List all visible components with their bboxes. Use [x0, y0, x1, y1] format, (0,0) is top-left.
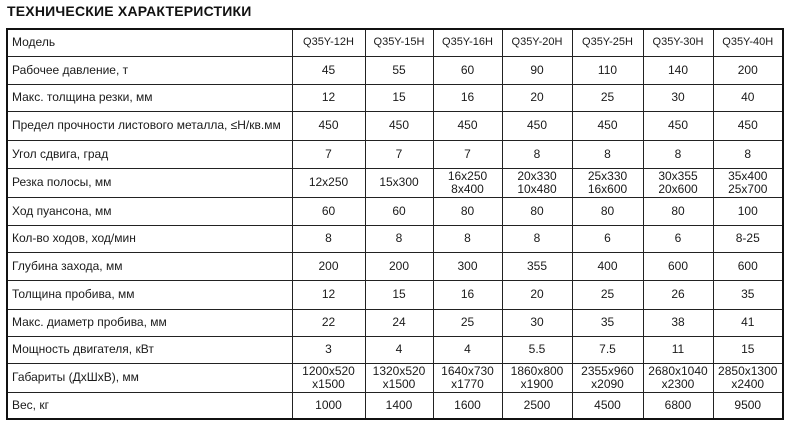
table-row: [7, 336, 783, 363]
value-line: 1600: [454, 397, 481, 412]
value-line: 2500: [523, 397, 551, 412]
value-cell: [502, 309, 572, 336]
value-cell: [433, 84, 502, 111]
value-line: 5.5: [528, 342, 546, 356]
value-cell: [433, 309, 502, 336]
row-label: Предел прочности листового металла, ≤Н/кв.мм: [7, 111, 292, 140]
value-cell: [572, 197, 643, 225]
value-line: 10x480: [517, 181, 557, 196]
value-cell: [502, 336, 572, 363]
value-line: 20: [530, 90, 544, 104]
value-line: 30: [671, 90, 685, 104]
value-cell: [433, 225, 502, 252]
value-cell: [502, 168, 572, 197]
value-cell: [643, 84, 713, 111]
value-cell: [365, 363, 433, 392]
value-line: 25: [460, 315, 475, 329]
model-header-cell: Q35Y-16H: [433, 29, 502, 56]
value-line: 1640x730: [441, 363, 494, 378]
value-line: 22: [321, 315, 336, 329]
header-label: Модель: [7, 29, 292, 56]
table-row: [7, 140, 783, 168]
value-line: 9500: [734, 397, 762, 412]
value-line: 26: [671, 287, 685, 301]
value-cell: [433, 363, 502, 392]
value-cell: [713, 111, 783, 140]
value-cell: [292, 111, 365, 140]
value-cell: [643, 309, 713, 336]
model-header-cell: Q35Y-30H: [643, 29, 713, 56]
value-line: 8: [325, 231, 332, 245]
value-cell: [572, 363, 643, 392]
value-line: 450: [526, 118, 548, 132]
value-cell: [365, 140, 433, 168]
value-line: 450: [457, 118, 478, 132]
value-line: 355: [526, 258, 548, 273]
value-line: 400: [597, 258, 618, 273]
value-line: x1500: [312, 376, 345, 391]
value-cell: [502, 84, 572, 111]
value-line: 6: [604, 231, 611, 245]
value-cell: [433, 111, 502, 140]
value-line: 450: [318, 118, 339, 132]
value-cell: [292, 252, 365, 280]
value-line: x1500: [382, 376, 416, 391]
value-cell: [365, 56, 433, 84]
value-cell: [713, 336, 783, 363]
value-line: 7.5: [599, 342, 616, 356]
table-row: [7, 392, 783, 419]
row-label: Кол-во ходов, ход/мин: [7, 225, 292, 252]
value-line: 16: [460, 287, 475, 301]
value-cell: [433, 392, 502, 419]
value-line: 12x250: [308, 175, 349, 189]
value-line: 11: [671, 342, 685, 356]
value-cell: [502, 197, 572, 225]
value-line: 2850x1300: [718, 363, 778, 378]
value-line: 80: [530, 203, 544, 218]
value-line: 12: [321, 90, 336, 104]
value-cell: [572, 111, 643, 140]
value-line: 15x300: [379, 175, 419, 189]
value-line: 200: [388, 258, 410, 273]
value-cell: [292, 392, 365, 419]
table-row: [7, 225, 783, 252]
value-cell: [502, 225, 572, 252]
value-line: 600: [667, 258, 689, 273]
value-cell: [572, 140, 643, 168]
value-line: 60: [321, 203, 336, 218]
value-line: 15: [392, 287, 406, 301]
value-line: 55: [392, 62, 406, 77]
value-cell: [713, 140, 783, 168]
value-line: 450: [667, 118, 689, 132]
value-line: 30x355: [658, 168, 698, 183]
value-line: 7: [395, 146, 403, 161]
value-line: 24: [392, 315, 406, 329]
value-line: 16: [460, 90, 475, 104]
value-cell: [643, 56, 713, 84]
value-cell: [713, 197, 783, 225]
value-line: 38: [671, 315, 685, 329]
model-header-cell: Q35Y-12H: [292, 29, 365, 56]
value-cell: [292, 225, 365, 252]
value-line: 2355x960: [581, 363, 634, 378]
value-line: 450: [597, 118, 618, 132]
value-line: 6800: [664, 397, 692, 412]
value-line: x2300: [661, 376, 695, 391]
value-line: 8x400: [451, 181, 484, 196]
value-line: 2680x1040: [648, 363, 708, 378]
value-cell: [433, 56, 502, 84]
value-line: 30: [530, 315, 544, 329]
value-line: x2400: [731, 376, 765, 391]
value-line: 41: [741, 315, 755, 329]
table-row: [7, 363, 783, 392]
value-line: 1400: [385, 397, 413, 412]
value-cell: [365, 280, 433, 309]
value-cell: [643, 252, 713, 280]
value-line: 300: [457, 258, 478, 273]
value-cell: [572, 225, 643, 252]
value-cell: [572, 84, 643, 111]
value-line: 8: [395, 231, 403, 245]
value-line: 25: [600, 287, 615, 301]
value-line: 20x600: [658, 181, 698, 196]
value-line: 8: [604, 146, 611, 161]
value-cell: [713, 309, 783, 336]
table-row: [7, 84, 783, 111]
value-cell: [365, 84, 433, 111]
value-line: 16x250: [447, 168, 488, 183]
value-line: 6: [674, 231, 682, 245]
value-line: 8: [533, 231, 541, 245]
row-label: Резка полосы, мм: [7, 168, 292, 197]
value-cell: [502, 56, 572, 84]
value-line: 12: [321, 287, 336, 301]
value-line: 20: [530, 287, 544, 301]
model-header-cell: Q35Y-40H: [713, 29, 783, 56]
value-cell: [502, 280, 572, 309]
value-line: 60: [392, 203, 406, 218]
value-cell: [643, 168, 713, 197]
value-line: 35: [741, 287, 755, 301]
value-cell: [365, 111, 433, 140]
value-cell: [365, 168, 433, 197]
value-cell: [643, 392, 713, 419]
value-cell: [365, 309, 433, 336]
value-cell: [502, 140, 572, 168]
value-cell: [643, 197, 713, 225]
value-cell: [292, 280, 365, 309]
value-cell: [433, 140, 502, 168]
value-line: 90: [530, 62, 544, 77]
value-line: 7: [325, 146, 332, 161]
value-cell: [433, 168, 502, 197]
value-cell: [572, 56, 643, 84]
value-cell: [502, 363, 572, 392]
value-cell: [643, 225, 713, 252]
value-line: 8-25: [735, 231, 760, 245]
value-line: 35: [600, 315, 615, 329]
value-line: 1860x800: [510, 363, 564, 378]
value-line: 16x600: [587, 181, 628, 196]
value-line: x2090: [591, 376, 624, 391]
value-cell: [433, 197, 502, 225]
table-row: [7, 168, 783, 197]
value-line: 1320x520: [372, 363, 426, 378]
value-cell: [713, 84, 783, 111]
value-line: 60: [460, 62, 475, 77]
model-header-cell: Q35Y-20H: [502, 29, 572, 56]
value-cell: [292, 84, 365, 111]
row-label: Угол сдвига, град: [7, 140, 292, 168]
value-line: 15: [392, 90, 406, 104]
value-line: 25: [600, 90, 615, 104]
value-cell: [713, 363, 783, 392]
value-line: 8: [533, 146, 541, 161]
value-line: 1200x520: [302, 363, 355, 378]
value-line: 80: [671, 203, 685, 218]
value-cell: [365, 197, 433, 225]
value-line: 20x330: [517, 168, 557, 183]
value-line: 40: [741, 90, 755, 104]
value-cell: [643, 363, 713, 392]
table-row: [7, 197, 783, 225]
value-cell: [502, 252, 572, 280]
value-cell: [713, 392, 783, 419]
value-line: 450: [737, 118, 758, 132]
value-line: 8: [744, 146, 752, 161]
value-cell: [365, 392, 433, 419]
value-cell: [643, 111, 713, 140]
value-line: 200: [737, 62, 758, 77]
value-cell: [292, 336, 365, 363]
model-header-cell: Q35Y-15H: [365, 29, 433, 56]
value-cell: [713, 252, 783, 280]
value-line: 100: [737, 203, 758, 218]
row-label: Макс. диаметр пробива, мм: [7, 309, 292, 336]
table-row: [7, 309, 783, 336]
value-line: 25x330: [587, 168, 628, 183]
value-line: 35x400: [728, 168, 768, 183]
value-line: 4: [395, 342, 403, 356]
value-line: 3: [325, 342, 332, 356]
table-row: [7, 252, 783, 280]
value-cell: [643, 140, 713, 168]
value-cell: [572, 392, 643, 419]
row-label: Ход пуансона, мм: [7, 197, 292, 225]
row-label: Глубина захода, мм: [7, 252, 292, 280]
value-cell: [433, 280, 502, 309]
value-cell: [572, 280, 643, 309]
value-cell: [643, 336, 713, 363]
value-cell: [713, 56, 783, 84]
value-cell: [292, 197, 365, 225]
row-label: Макс. толщина резки, мм: [7, 84, 292, 111]
value-cell: [713, 168, 783, 197]
value-cell: [572, 309, 643, 336]
value-line: 140: [667, 62, 689, 77]
row-label: Габариты (ДхШхВ), мм: [7, 363, 292, 392]
value-cell: [365, 252, 433, 280]
value-line: 4500: [594, 397, 621, 412]
value-cell: [292, 309, 365, 336]
value-cell: [365, 225, 433, 252]
value-cell: [643, 280, 713, 309]
value-line: 8: [674, 146, 682, 161]
value-cell: [433, 252, 502, 280]
row-label: Мощность двигателя, кВт: [7, 336, 292, 363]
value-cell: [502, 392, 572, 419]
value-cell: [502, 111, 572, 140]
value-cell: [433, 336, 502, 363]
table-header-row: [7, 29, 783, 56]
value-cell: [713, 280, 783, 309]
table-row: [7, 111, 783, 140]
value-cell: [292, 140, 365, 168]
value-cell: [292, 363, 365, 392]
value-line: 600: [737, 258, 758, 273]
value-line: 80: [600, 203, 615, 218]
value-cell: [572, 252, 643, 280]
value-cell: [572, 168, 643, 197]
value-cell: [713, 225, 783, 252]
value-line: 110: [597, 62, 618, 77]
value-line: 4: [464, 342, 471, 356]
row-label: Вес, кг: [7, 392, 292, 419]
value-cell: [572, 336, 643, 363]
value-line: 25x700: [728, 181, 768, 196]
table-row: [7, 280, 783, 309]
spec-table-body: [7, 29, 783, 419]
row-label: Рабочее давление, т: [7, 56, 292, 84]
value-cell: [365, 336, 433, 363]
page-title: ТЕХНИЧЕСКИЕ ХАРАКТЕРИСТИКИ: [7, 3, 252, 19]
value-line: 200: [318, 258, 339, 273]
value-line: x1900: [520, 376, 554, 391]
value-line: 80: [460, 203, 475, 218]
value-line: 8: [464, 231, 471, 245]
model-header-cell: Q35Y-25H: [572, 29, 643, 56]
value-cell: [292, 168, 365, 197]
value-line: 1000: [315, 397, 342, 412]
value-line: 7: [464, 146, 471, 161]
table-row: [7, 56, 783, 84]
value-line: 45: [321, 62, 336, 77]
value-line: x1770: [451, 376, 484, 391]
row-label: Толщина пробива, мм: [7, 280, 292, 309]
value-line: 450: [388, 118, 410, 132]
value-line: 15: [741, 342, 755, 356]
value-cell: [292, 56, 365, 84]
spec-table: [6, 28, 784, 420]
